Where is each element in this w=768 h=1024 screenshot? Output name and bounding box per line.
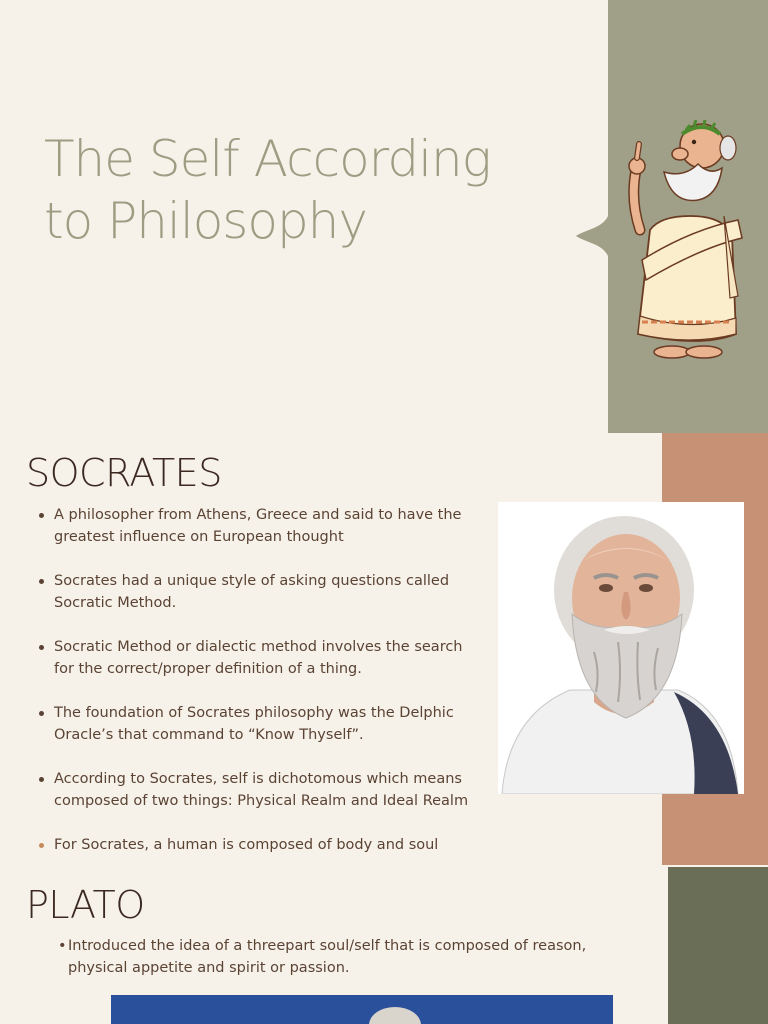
list-item: According to Socrates, self is dichotomous which means composed of two things: Physical Realm and Ideal Realm (38, 768, 478, 812)
socrates-heading: SOCRATES (26, 451, 222, 495)
cartoon-philosopher-illustration (620, 120, 750, 370)
title-line-2: to Philosophy (44, 192, 367, 250)
title-slide (0, 0, 768, 433)
list-item: For Socrates, a human is composed of body and soul (38, 834, 478, 856)
title-line-1: The Self According (44, 130, 491, 188)
list-item: Socratic Method or dialectic method involves the search for the correct/proper definition of a thing. (38, 636, 478, 680)
socrates-bullet-list (38, 504, 478, 878)
socrates-portrait-drawing (498, 502, 744, 794)
plato-bullet-list (58, 935, 638, 979)
plato-heading: PLATO (26, 883, 145, 927)
olive-side-panel (668, 867, 768, 1024)
slide-title (44, 128, 491, 252)
panel-notch-decoration (576, 206, 610, 266)
list-item: • Introduced the idea of a threepart soul/self that is composed of reason, physical appetite and spirit or passion. (58, 935, 638, 979)
list-item: A philosopher from Athens, Greece and said to have the greatest influence on European thought (38, 504, 478, 548)
socrates-portrait-image (498, 502, 744, 794)
socrates-slide (0, 433, 768, 865)
plato-photo-image (111, 995, 613, 1024)
plato-bust-top (111, 995, 613, 1024)
list-item: Socrates had a unique style of asking questions called Socratic Method. (38, 570, 478, 614)
list-item: The foundation of Socrates philosophy was the Delphic Oracle’s that command to “Know Thyself”. (38, 702, 478, 746)
plato-slide (0, 865, 768, 1024)
